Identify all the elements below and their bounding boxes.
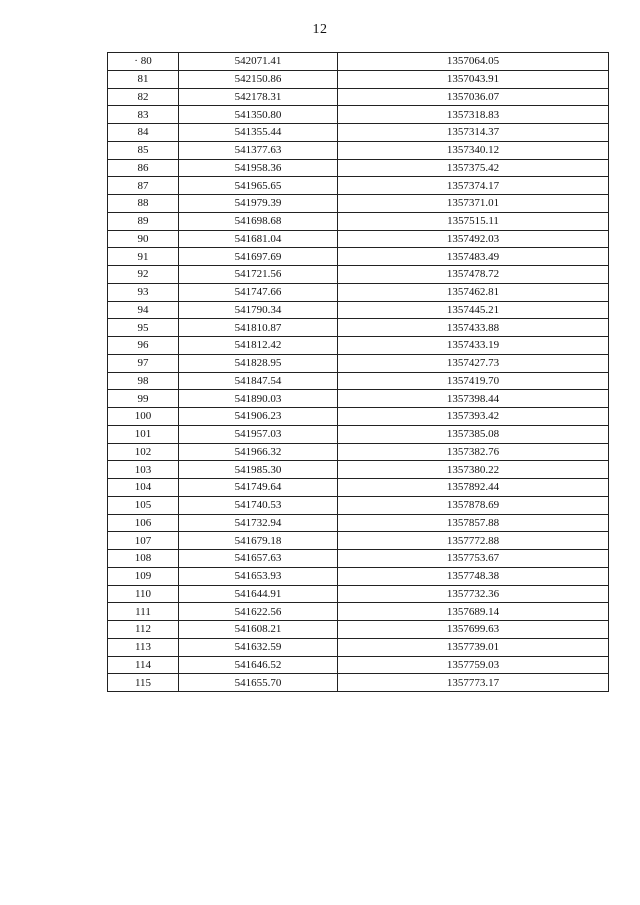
y-coordinate-cell: 1357433.88	[338, 319, 609, 337]
x-coordinate-cell: 541790.34	[179, 301, 338, 319]
point-number-cell: 100	[108, 408, 179, 426]
x-coordinate-cell: 541608.21	[179, 621, 338, 639]
table-row	[108, 550, 609, 568]
x-coordinate-cell: 541890.03	[179, 390, 338, 408]
point-number-cell: 82	[108, 88, 179, 106]
x-coordinate-cell: 541679.18	[179, 532, 338, 550]
y-coordinate-cell: 1357759.03	[338, 656, 609, 674]
table-row	[108, 141, 609, 159]
point-number-cell: 90	[108, 230, 179, 248]
y-coordinate-cell: 1357043.91	[338, 70, 609, 88]
y-coordinate-cell: 1357878.69	[338, 496, 609, 514]
x-coordinate-cell: 541657.63	[179, 550, 338, 568]
point-number-cell: 108	[108, 550, 179, 568]
y-coordinate-cell: 1357483.49	[338, 248, 609, 266]
point-number-cell: 93	[108, 283, 179, 301]
point-number-cell: 105	[108, 496, 179, 514]
table-row	[108, 124, 609, 142]
table-row	[108, 461, 609, 479]
table-row	[108, 638, 609, 656]
point-number-cell: 81	[108, 70, 179, 88]
table-row	[108, 283, 609, 301]
point-number-cell: 97	[108, 354, 179, 372]
y-coordinate-cell: 1357699.63	[338, 621, 609, 639]
x-coordinate-cell: 541906.23	[179, 408, 338, 426]
table-row	[108, 532, 609, 550]
point-number-cell: 111	[108, 603, 179, 621]
x-coordinate-cell: 541646.52	[179, 656, 338, 674]
table-row	[108, 603, 609, 621]
point-number-cell: 106	[108, 514, 179, 532]
point-number-cell: 110	[108, 585, 179, 603]
point-number-cell: 87	[108, 177, 179, 195]
x-coordinate-cell: 541810.87	[179, 319, 338, 337]
table-row	[108, 390, 609, 408]
point-number-cell: 94	[108, 301, 179, 319]
table-row	[108, 106, 609, 124]
table-row	[108, 337, 609, 355]
point-number-cell: 88	[108, 195, 179, 213]
x-coordinate-cell: 541965.65	[179, 177, 338, 195]
coordinates-table-body	[108, 53, 609, 692]
table-row	[108, 266, 609, 284]
y-coordinate-cell: 1357314.37	[338, 124, 609, 142]
point-number-cell: 102	[108, 443, 179, 461]
table-row	[108, 585, 609, 603]
point-number-cell: 86	[108, 159, 179, 177]
table-row	[108, 621, 609, 639]
y-coordinate-cell: 1357492.03	[338, 230, 609, 248]
point-number-cell: 104	[108, 479, 179, 497]
x-coordinate-cell: 542178.31	[179, 88, 338, 106]
x-coordinate-cell: 541958.36	[179, 159, 338, 177]
point-number-cell: 91	[108, 248, 179, 266]
y-coordinate-cell: 1357371.01	[338, 195, 609, 213]
y-coordinate-cell: 1357318.83	[338, 106, 609, 124]
table-row	[108, 656, 609, 674]
table-row	[108, 248, 609, 266]
table-row	[108, 408, 609, 426]
point-number-cell: 114	[108, 656, 179, 674]
point-number-cell: 113	[108, 638, 179, 656]
point-number-cell: 89	[108, 212, 179, 230]
y-coordinate-cell: 1357375.42	[338, 159, 609, 177]
point-number-cell: 115	[108, 674, 179, 692]
x-coordinate-cell: 541985.30	[179, 461, 338, 479]
table-row	[108, 567, 609, 585]
y-coordinate-cell: 1357732.36	[338, 585, 609, 603]
table-row	[108, 230, 609, 248]
y-coordinate-cell: 1357340.12	[338, 141, 609, 159]
x-coordinate-cell: 541355.44	[179, 124, 338, 142]
table-row	[108, 496, 609, 514]
y-coordinate-cell: 1357515.11	[338, 212, 609, 230]
x-coordinate-cell: 541828.95	[179, 354, 338, 372]
y-coordinate-cell: 1357739.01	[338, 638, 609, 656]
y-coordinate-cell: 1357445.21	[338, 301, 609, 319]
y-coordinate-cell: 1357433.19	[338, 337, 609, 355]
table-row	[108, 195, 609, 213]
table-row	[108, 425, 609, 443]
table-row	[108, 319, 609, 337]
table-row	[108, 479, 609, 497]
point-number-cell: 85	[108, 141, 179, 159]
x-coordinate-cell: 541957.03	[179, 425, 338, 443]
table-row	[108, 372, 609, 390]
y-coordinate-cell: 1357772.88	[338, 532, 609, 550]
table-row	[108, 443, 609, 461]
x-coordinate-cell: 541632.59	[179, 638, 338, 656]
x-coordinate-cell: 541979.39	[179, 195, 338, 213]
y-coordinate-cell: 1357385.08	[338, 425, 609, 443]
table-row	[108, 159, 609, 177]
point-number-cell: 96	[108, 337, 179, 355]
y-coordinate-cell: 1357892.44	[338, 479, 609, 497]
y-coordinate-cell: 1357462.81	[338, 283, 609, 301]
x-coordinate-cell: 541653.93	[179, 567, 338, 585]
coordinates-table	[107, 52, 609, 692]
point-number-cell: 103	[108, 461, 179, 479]
y-coordinate-cell: 1357382.76	[338, 443, 609, 461]
y-coordinate-cell: 1357036.07	[338, 88, 609, 106]
table-row	[108, 70, 609, 88]
point-number-cell: 99	[108, 390, 179, 408]
point-number-cell: · 80	[108, 53, 179, 71]
x-coordinate-cell: 541812.42	[179, 337, 338, 355]
x-coordinate-cell: 541681.04	[179, 230, 338, 248]
x-coordinate-cell: 541644.91	[179, 585, 338, 603]
y-coordinate-cell: 1357478.72	[338, 266, 609, 284]
x-coordinate-cell: 541749.64	[179, 479, 338, 497]
y-coordinate-cell: 1357380.22	[338, 461, 609, 479]
y-coordinate-cell: 1357419.70	[338, 372, 609, 390]
y-coordinate-cell: 1357857.88	[338, 514, 609, 532]
y-coordinate-cell: 1357689.14	[338, 603, 609, 621]
x-coordinate-cell: 542071.41	[179, 53, 338, 71]
y-coordinate-cell: 1357374.17	[338, 177, 609, 195]
x-coordinate-cell: 541622.56	[179, 603, 338, 621]
table-row	[108, 354, 609, 372]
x-coordinate-cell: 541740.53	[179, 496, 338, 514]
y-coordinate-cell: 1357753.67	[338, 550, 609, 568]
x-coordinate-cell: 541721.56	[179, 266, 338, 284]
point-number-cell: 95	[108, 319, 179, 337]
point-number-cell: 112	[108, 621, 179, 639]
table-row	[108, 514, 609, 532]
point-number-cell: 98	[108, 372, 179, 390]
y-coordinate-cell: 1357393.42	[338, 408, 609, 426]
y-coordinate-cell: 1357748.38	[338, 567, 609, 585]
point-number-cell: 109	[108, 567, 179, 585]
x-coordinate-cell: 541747.66	[179, 283, 338, 301]
x-coordinate-cell: 541350.80	[179, 106, 338, 124]
point-number-cell: 84	[108, 124, 179, 142]
table-row	[108, 88, 609, 106]
table-row	[108, 301, 609, 319]
point-number-cell: 92	[108, 266, 179, 284]
point-number-cell: 107	[108, 532, 179, 550]
table-row	[108, 212, 609, 230]
x-coordinate-cell: 541697.69	[179, 248, 338, 266]
y-coordinate-cell: 1357398.44	[338, 390, 609, 408]
x-coordinate-cell: 541966.32	[179, 443, 338, 461]
y-coordinate-cell: 1357064.05	[338, 53, 609, 71]
y-coordinate-cell: 1357427.73	[338, 354, 609, 372]
x-coordinate-cell: 541698.68	[179, 212, 338, 230]
table-row	[108, 53, 609, 71]
point-number-cell: 101	[108, 425, 179, 443]
y-coordinate-cell: 1357773.17	[338, 674, 609, 692]
x-coordinate-cell: 541847.54	[179, 372, 338, 390]
table-row	[108, 674, 609, 692]
point-number-cell: 83	[108, 106, 179, 124]
table-row	[108, 177, 609, 195]
x-coordinate-cell: 542150.86	[179, 70, 338, 88]
x-coordinate-cell: 541732.94	[179, 514, 338, 532]
x-coordinate-cell: 541655.70	[179, 674, 338, 692]
x-coordinate-cell: 541377.63	[179, 141, 338, 159]
page-number: 12	[312, 22, 328, 37]
